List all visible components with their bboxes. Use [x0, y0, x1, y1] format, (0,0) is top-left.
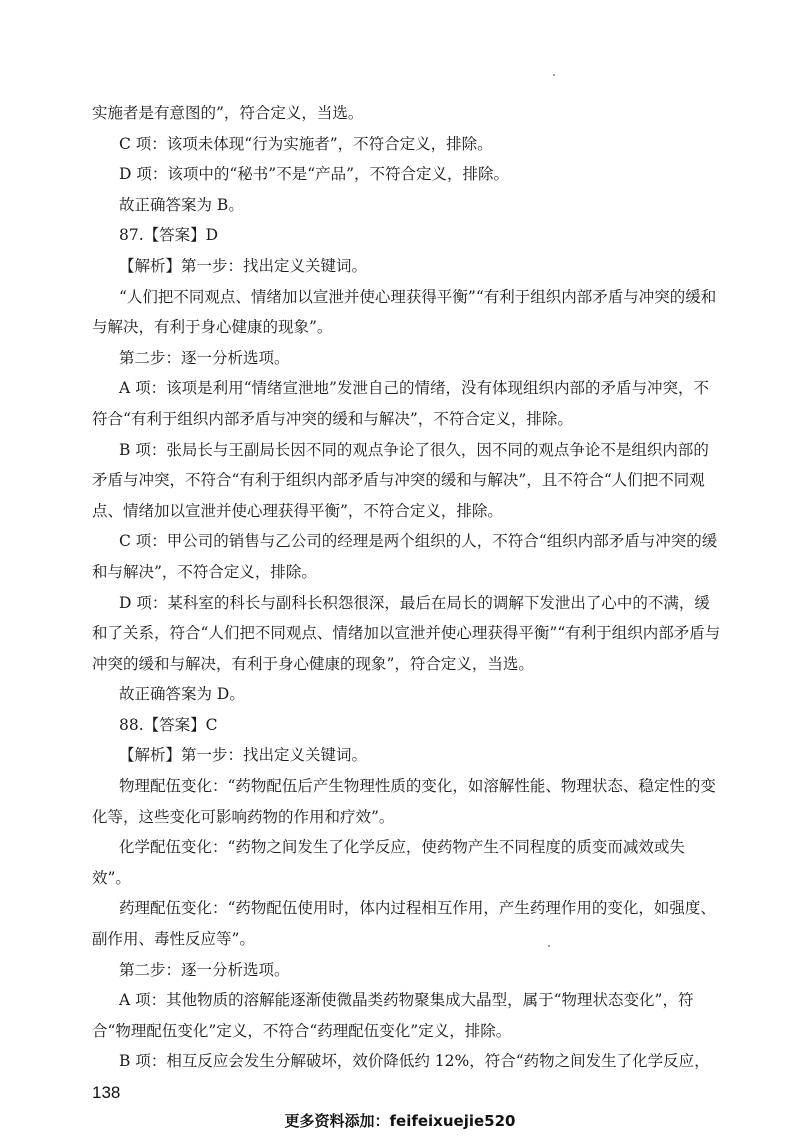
paragraph: D 项：该项中的“秘书”不是“产品”，不符合定义，排除。 [119, 165, 510, 184]
paragraph: 药理配伍变化：“药物配伍使用时，体内过程相互作用，产生药理作用的变化，如强度、副作用、毒性反应等”。 [92, 899, 716, 949]
paragraph: 【解析】第一步：找出定义关键词。 [119, 256, 368, 275]
paragraph: 实施者是有意图的”，符合定义，当选。 [92, 104, 364, 122]
paragraph: 88.【答案】C [119, 715, 218, 734]
paragraph: B 项：相互反应会发生分解破坏，效价降低约 12%，符合“药物之间发生了化学反应， [119, 1052, 710, 1071]
footer-note: 更多资料添加：feifeixuejie520 [284, 1112, 516, 1130]
paragraph: 故正确答案为 B。 [119, 195, 244, 214]
paragraph: C 项：该项未体现“行为实施者”，不符合定义，排除。 [119, 134, 493, 153]
paragraph: C 项：甲公司的销售与乙公司的经理是两个组织的人，不符合“组织内部矛盾与冲突的缓和与解决”，不符合定义，排除。 [92, 532, 718, 581]
paragraph: A 项：该项是利用“情绪宣泄地”发泄自己的情绪，没有体现组织内部的矛盾与冲突，不符合“有利于组织内部矛盾与冲突的缓和与解决”，不符合定义，排除。 [92, 379, 709, 428]
paragraph: A 项：其他物质的溶解能逐渐使微晶类药物聚集成大晶型，属于“物理状态变化”，符合“物理配伍变化”定义，不符合“药理配伍变化”定义，排除。 [92, 991, 694, 1040]
scan-speck [553, 74, 555, 76]
page-number: 138 [92, 1083, 121, 1102]
paragraph: 故正确答案为 D。 [119, 685, 245, 704]
paragraph: 87.【答案】D [119, 226, 219, 245]
paragraph: 第二步：逐一分析选项。 [119, 960, 290, 979]
paragraph: D 项：某科室的科长与副科长积怨很深，最后在局长的调解下发泄出了心中的不满，缓和了关系，符合“人们把不同观点、情绪加以宣泄并使心理获得平衡”“有利于组织内部矛盾与冲突的缓和与解决，有利于身心健康的现象”，符合定义，当选。 [92, 593, 721, 673]
paragraph: 【解析】第一步：找出定义关键词。 [119, 746, 368, 765]
paragraph: B 项：张局长与王副局长因不同的观点争论了很久，因不同的观点争论不是组织内部的矛盾与冲突，不符合“有利于组织内部矛盾与冲突的缓和与解决”，且不符合“人们把不同观点、情绪加以宣泄并使心理获得平衡”，不符合定义，排除。 [92, 440, 709, 520]
paragraph: “人们把不同观点、情绪加以宣泄并使心理获得平衡”“有利于组织内部矛盾与冲突的缓和与解决，有利于身心健康的现象”。 [92, 287, 717, 337]
paragraph: 第二步：逐一分析选项。 [119, 348, 290, 367]
paragraph: 物理配伍变化：“药物配伍后产生物理性质的变化，如溶解性能、物理状态、稳定性的变化等，这些变化可影响药物的作用和疗效”。 [92, 777, 716, 826]
scan-speck [548, 945, 550, 947]
paragraph: 化学配伍变化：“药物之间发生了化学反应，使药物产生不同程度的质变而减效或失效”。 [92, 838, 685, 887]
body-text [92, 98, 722, 1077]
